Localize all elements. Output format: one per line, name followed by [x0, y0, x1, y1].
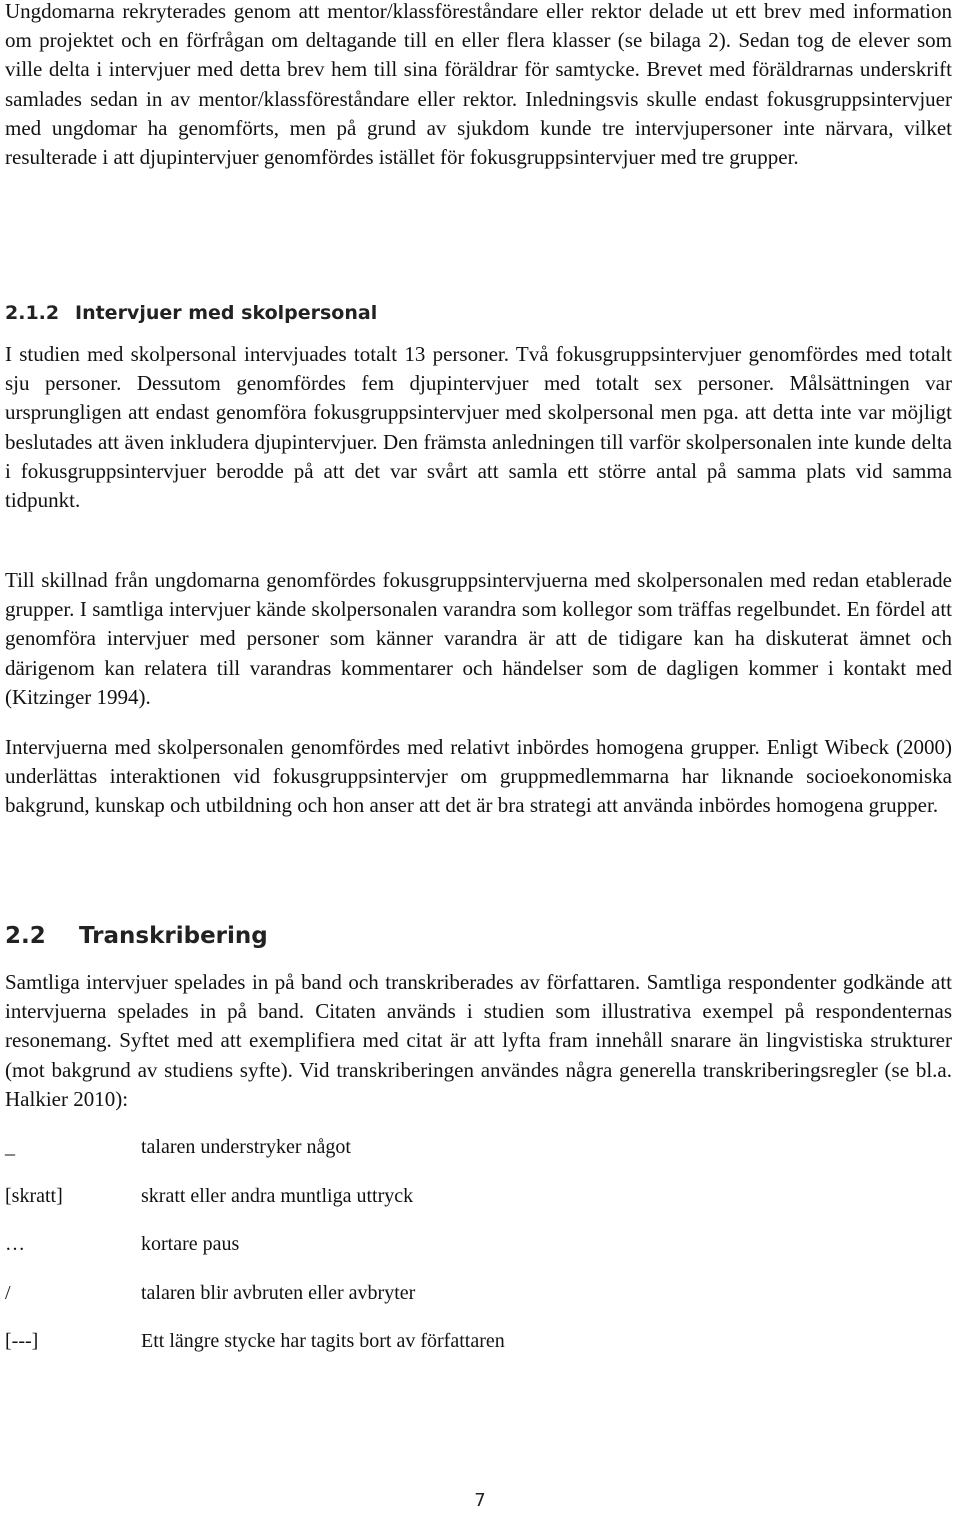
rule-description: talaren blir avbruten eller avbryter — [141, 1281, 416, 1304]
section-title: Intervjuer med skolpersonal — [75, 302, 378, 324]
rule-symbol: / — [5, 1281, 11, 1304]
rule-description: talaren understryker något — [141, 1136, 351, 1158]
section-heading-2-2 — [5, 918, 268, 954]
rule-symbol: [---] — [5, 1330, 39, 1352]
rule-symbol: … — [5, 1233, 25, 1255]
list-item — [5, 1133, 905, 1182]
rule-description: Ett längre stycke har tagits bort av författaren — [141, 1330, 505, 1352]
paragraph-intro: Ungdomarna rekryterades genom att mentor/klassföreståndare eller rektor delade ut ett brev med information om projektet och en förfrågan om deltagande till en eller flera klasser (se bilaga 2). Sedan tog de elever som ville delta i intervjuer med detta brev hem till sina föräldrar för samtycke. Brevet med föräldrarnas underskrift samlades sedan in av mentor/klassföreståndare eller rektor. Inledningsvis skulle endast fokusgruppsintervjuer med ungdomar ha genomförts, men på grund av sjukdom kunde tre intervjupersoner inte närvara, vilket resulterade i att djupintervjuer genomfördes istället för fokusgruppsintervjuer med tre grupper. — [5, 0, 952, 170]
list-item — [5, 1182, 905, 1231]
paragraph-staff-interviews: I studien med skolpersonal intervjuades totalt 13 personer. Två fokusgruppsintervjuer genomfördes med totalt sju personer. Dessutom genomfördes fem djupintervjuer med totalt sex personer. Målsättningen var ursprungligen att endast genomföra fokusgruppsintervjuer med skolpersonal men pga. att detta inte var möjligt beslutades att även inkludera djupintervjuer. Den främsta anledningen till varför skolpersonalen inte kunde delta i fokusgruppsintervjuer berodde på att det var svårt att samla ett större antal på samma plats vid samma tidpunkt. — [5, 342, 952, 513]
section-number: 2.2 — [5, 923, 46, 949]
paragraph-transcription: Samtliga intervjuer spelades in på band och transkriberades av författaren. Samtliga respondenter godkände att intervjuerna spelades in på band. Citaten används i studien som illustrativa exempel på respondenternas resonemang. Syftet med att exemplifiera med citat är att lyfta fram innehåll snarare än lingvistiska strukturer (mot bakgrund av studiens syfte). Vid transkriberingen användes några generella transkriberingsregler (se bl.a. Halkier 2010): — [5, 970, 952, 1111]
rule-symbol: [skratt] — [5, 1184, 63, 1207]
list-item — [5, 1279, 905, 1328]
rule-description: kortare paus — [141, 1233, 240, 1255]
rule-description: skratt eller andra muntliga uttryck — [141, 1184, 414, 1207]
transcription-rules-list — [5, 1133, 905, 1376]
section-number: 2.1.2 — [5, 302, 60, 324]
section-heading-2-1-2 — [5, 298, 377, 328]
page-number: 7 — [474, 1490, 486, 1511]
paragraph-established-groups: Till skillnad från ungdomarna genomfördes fokusgruppsintervjuerna med skolpersonalen med redan etablerade grupper. I samtliga intervjuer kände skolpersonalen varandra som kollegor som träffas regelbundet. En fördel att genomföra intervjuer med personer som känner varandra är att de tidigare kan ha diskuterat ämnet och därigenom kan relatera till varandras kommentarer och händelser som de dagligen kommer i kontakt med (Kitzinger 1994). — [5, 568, 952, 709]
list-item — [5, 1230, 905, 1279]
list-item — [5, 1327, 905, 1376]
section-title: Transkribering — [79, 923, 268, 949]
rule-symbol: _ — [5, 1136, 15, 1158]
paragraph-homogeneous-groups: Intervjuerna med skolpersonalen genomfördes med relativt inbördes homogena grupper. Enligt Wibeck (2000) underlättas interaktionen vid fokusgruppsintervjer om gruppmedlemmarna har liknande socioekonomiska bakgrund, kunskap och utbildning och hon anser att det är bra strategi att använda inbördes homogena grupper. — [5, 735, 952, 818]
